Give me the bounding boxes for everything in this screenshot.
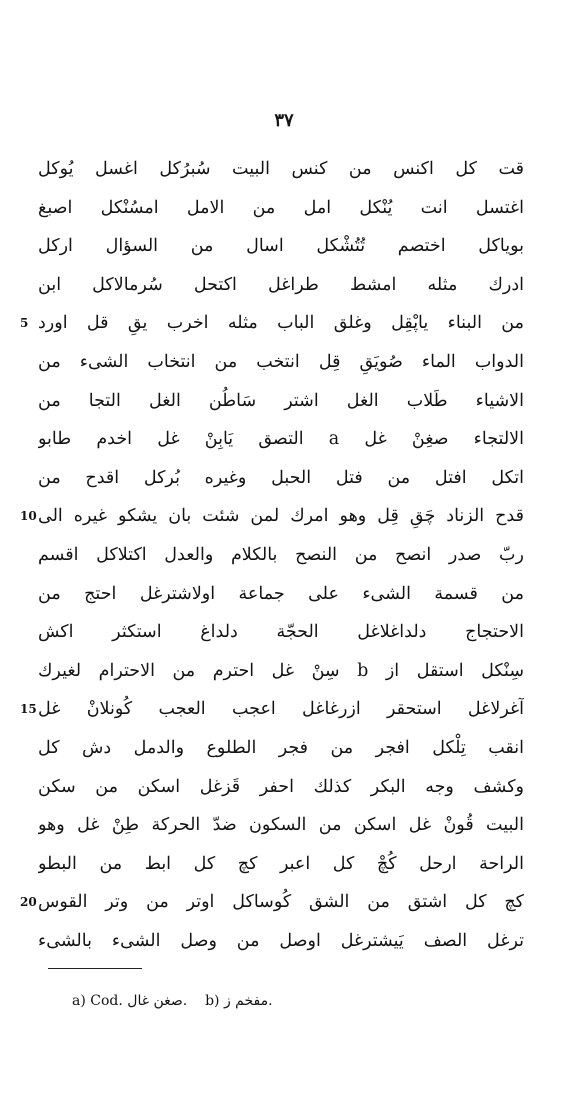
text-line-content: قدح الزناد چَقِ قِل وهو امرك لمن شئت بان یشکو غیره الی: [38, 506, 524, 527]
text-line-content: سِنْکل استقل از b سِنْ غل احترم من الاحترام لغیرك: [38, 660, 524, 681]
footnote-b-arabic: مفخم ز: [223, 993, 269, 1009]
footnote-a-marker: a): [72, 993, 86, 1009]
text-line-content: انقب تِلْکل افجر من فجر الطلوع والدمل دش کل: [38, 737, 524, 758]
text-line-content: اتکل افتل من فتل الحبل وغیره بُرکل اقدح من: [38, 467, 524, 488]
text-line-content: قت کل اکنس من کنس البیت سُبرُکل اغسل یُوکل: [38, 159, 524, 179]
text-line-content: الراحة ارحل کُچْ کل اعبر کچ کل ابط من البطو: [38, 853, 524, 874]
line-number: 20: [20, 895, 37, 910]
line-number: 5: [20, 316, 29, 331]
text-line: [38, 845, 524, 884]
text-line: [38, 768, 524, 807]
text-line: [38, 883, 524, 922]
footnote-a-text: Cod.: [90, 993, 123, 1009]
text-line: [38, 536, 524, 575]
text-line: [38, 382, 524, 421]
page-number: ۳۷: [274, 110, 294, 131]
text-line: [38, 652, 524, 691]
text-line: [38, 189, 524, 228]
text-line: [38, 613, 524, 652]
footnote-rule: [48, 968, 142, 969]
text-line: [38, 304, 524, 343]
text-line: [38, 227, 524, 266]
text-line-content: ادرك مثله امشط طراغل اکتحل سُرمالاکل ابن: [38, 274, 524, 295]
text-line-content: الالتجاء صغِنْ غل a التصق يَابِنْ غل اخدم طابو: [38, 429, 524, 450]
text-line: [38, 150, 524, 189]
footnote-sep: .: [182, 993, 188, 1009]
text-line: [38, 420, 524, 459]
text-line: [38, 690, 524, 729]
text-line-content: ترغل الصف يَيشترغل اوصل من وصل الشیء بالشیء: [38, 930, 524, 951]
text-line: [38, 729, 524, 768]
text-line: [38, 806, 524, 845]
text-line: [38, 343, 524, 382]
text-line: [38, 575, 524, 614]
text-line-content: من البناء یاپْقِل وغلق الباب مثله اخرب يقِ قل اورد: [38, 313, 524, 334]
text-line-content: کچ کل اشتق من الشق کُوساکل اوتر من وتر القوس: [38, 892, 524, 913]
text-line-content: البیت قُونْ غل اسکن من السکون ضدّ الحرکة طِنْ غل وهو: [38, 815, 524, 836]
line-number: 10: [20, 509, 37, 524]
line-number: 15: [20, 702, 37, 717]
text-line: [38, 459, 524, 498]
text-line: [38, 497, 524, 536]
footnote: [72, 993, 273, 1009]
text-line-content: من قسمة الشیء علی جماعة اولاشترغل احتج من: [38, 583, 524, 604]
text-line-content: الدواب الماء صُويَقِ قِل انتخب من انتخاب الشیء من: [38, 351, 524, 372]
footnote-b-marker: b): [205, 993, 220, 1009]
text-line-content: الاشیاء طَلاب الغل اشتر سَاطُن الغل التجا من: [38, 390, 524, 411]
footnote-end: .: [268, 993, 273, 1009]
text-line: [38, 922, 524, 961]
footnote-a-arabic: صغن غال: [127, 993, 183, 1009]
text-line-content: اغتسل انت یُنْکل امل من الامل امسُنْکل اصبغ: [38, 197, 524, 218]
text-line-content: وکشف وجه البکر کذلك احفر قَزغل اسکن من سکن: [38, 776, 524, 797]
text-line-content: بویاکل اختصم تُتُشْکل اسال من السؤال ارکل: [38, 236, 524, 257]
text-line-content: الاحتجاج دلداغلاغل الحجّة دلداغ استکثر اکش: [38, 622, 524, 643]
text-line-content: آغرلاغل استحقر ازرغاغل اعجب العجب کُونلانْ غل: [38, 699, 524, 720]
body-text: [38, 150, 524, 960]
text-line: [38, 266, 524, 305]
text-line-content: ربّ صدر انصح من النصح بالکلام والعدل اکتلاکل اقسم: [38, 544, 524, 565]
